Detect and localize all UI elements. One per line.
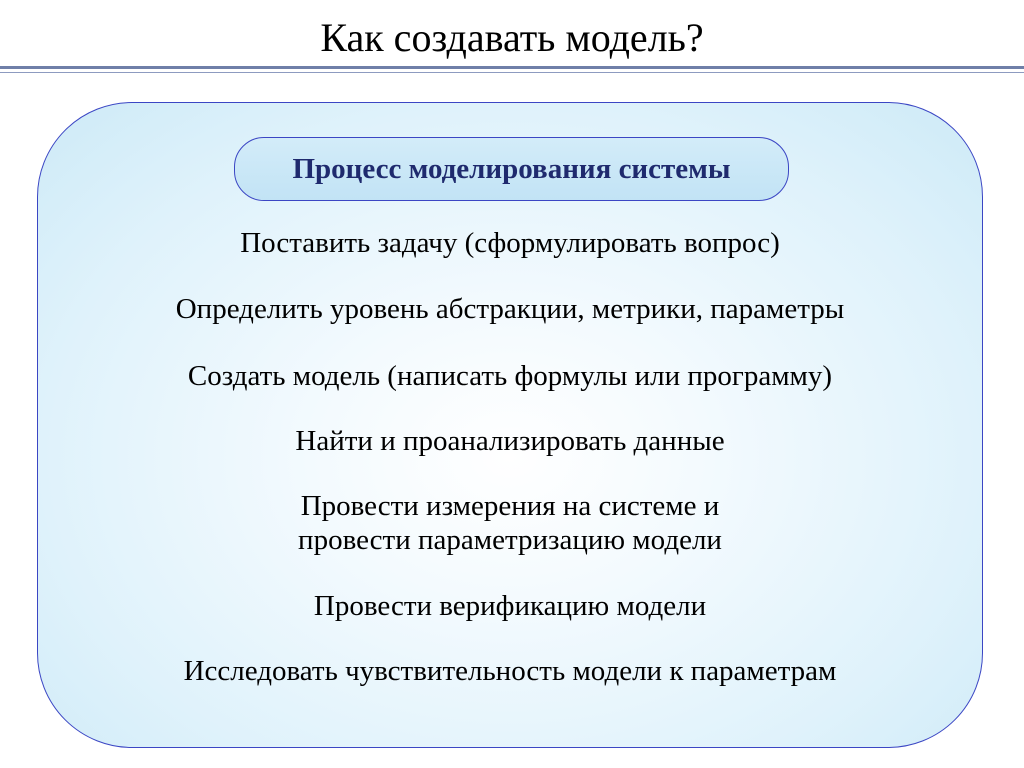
process-header-label: Процесс моделирования системы [292,152,731,185]
step-create-model: Создать модель (написать формулы или программу) [187,360,833,392]
step-measure-line1: Провести измерения на системе и [300,490,720,522]
step-verify-model: Провести верификацию модели [313,590,707,622]
slide-title: Как создавать модель? [320,15,704,60]
step-find-data: Найти и проанализировать данные [295,425,725,457]
title-divider-thin [0,72,1024,73]
step-sensitivity: Исследовать чувствительность модели к параметрам [183,655,837,687]
step-define-abstraction: Определить уровень абстракции, метрики, параметры [175,293,845,325]
step-define-task: Поставить задачу (сформулировать вопрос) [240,227,780,259]
process-header-pill [234,137,789,201]
title-divider [0,66,1024,69]
step-measure-line2: провести параметризацию модели [298,524,722,556]
